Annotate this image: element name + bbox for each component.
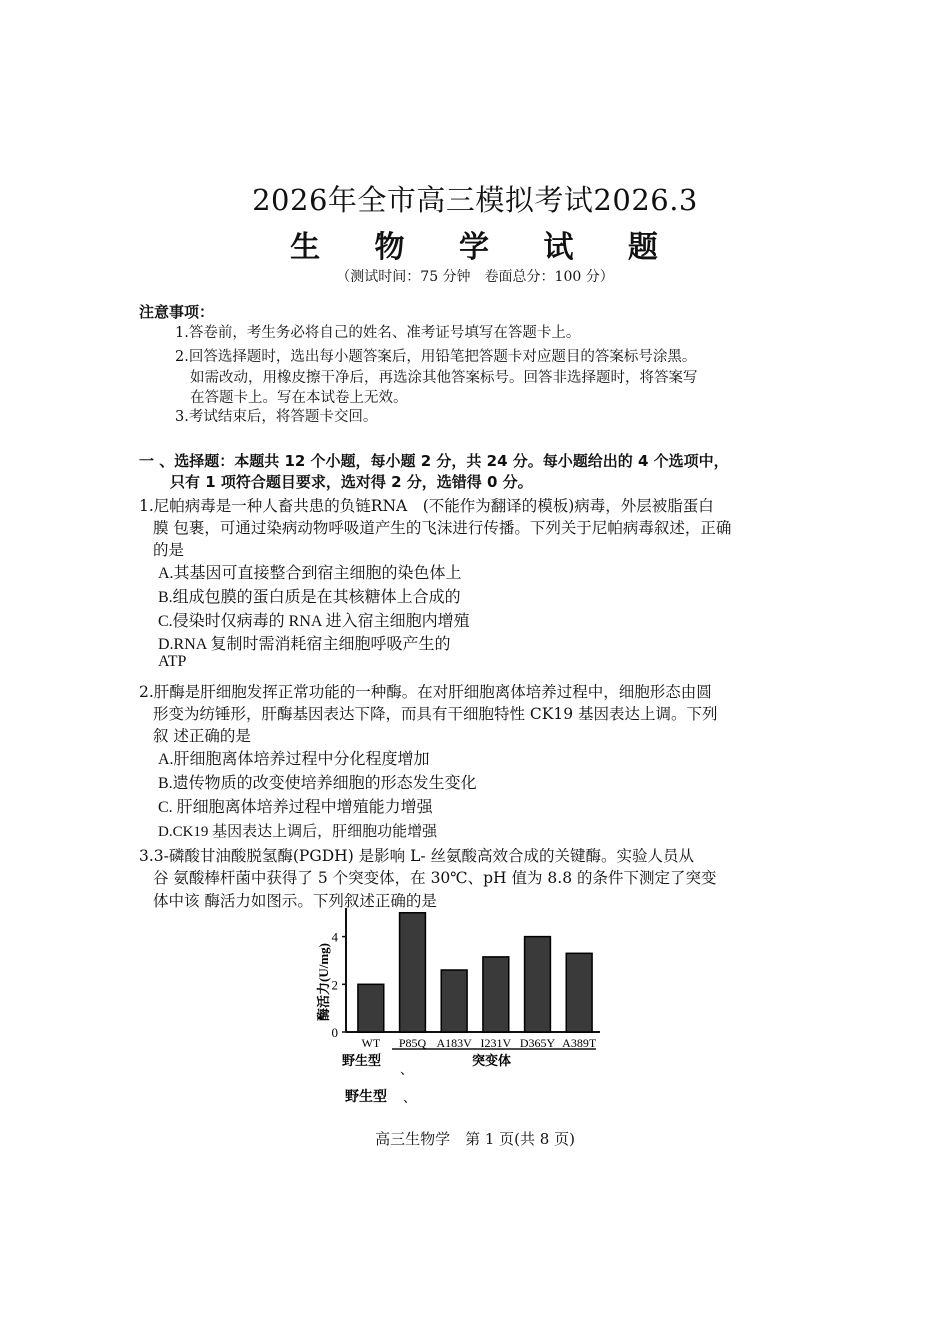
exam-timing: （测试时间：75 分钟 卷面总分：100 分） — [336, 269, 614, 285]
x-tick-label: P85Q — [398, 1036, 427, 1050]
group-label-mutant: 突变体 — [472, 1054, 512, 1069]
bar-wt — [358, 984, 384, 1032]
question-1-option-d-cont: ATP — [158, 653, 187, 670]
note-line: 3.考试结束后，将答题卡交回。 — [175, 409, 378, 425]
question-3-stem: 体中该 酶活力如图示。下列叙述正确的是 — [153, 892, 437, 910]
note-line: 在答题卡上。写在本试卷上无效。 — [190, 390, 408, 406]
bar-p85q — [400, 913, 426, 1032]
mark-glyph: 、 — [403, 1090, 417, 1105]
question-2-option-d: D.CK19 基因表达上调后，肝细胞功能增强 — [158, 824, 438, 840]
question-3-stem: 3.3-磷酸甘油酸脱氢酶(PGDH) 是影响 L- 丝氨酸高效合成的关键酶。实验人员从 — [139, 847, 695, 865]
y-axis-label: 酶活力(U/mg) — [316, 943, 331, 1021]
question-1-option-a: A.其基因可直接整合到宿主细胞的染色体上 — [158, 565, 462, 582]
bar-i231v — [483, 957, 509, 1032]
x-tick-label: WT — [361, 1036, 381, 1050]
question-1-stem: 膜 包裹，可通过染病动物呼吸道产生的飞沫进行传播。下列关于尼帕病毒叙述，正确 — [153, 519, 732, 537]
y-tick-label: 4 — [331, 929, 338, 945]
question-1-stem: 1.尼帕病毒是一种人畜共患的负链RNA (不能作为翻译的模板)病毒，外层被脂蛋白 — [139, 497, 714, 515]
note-line: 如需改动，用橡皮擦干净后，再选涂其他答案标号。回答非选择题时，将答案写 — [190, 370, 698, 386]
question-2-option-b: B.遗传物质的改变使培养细胞的形态发生变化 — [158, 775, 477, 792]
x-tick-label: A183V — [436, 1036, 472, 1050]
page-footer: 高三生物学 第 1 页(共 8 页) — [375, 1130, 575, 1148]
question-2-option-a: A.肝细胞离体培养过程中分化程度增加 — [158, 751, 430, 768]
subject-title: 生 物 学 试 题 — [290, 230, 680, 265]
y-tick-label: 2 — [331, 977, 338, 993]
x-tick-label: I231V — [480, 1036, 512, 1050]
repeat-label: 野生型 — [345, 1089, 387, 1105]
note-line: 2.回答选择题时，选出每小题答案后，用铅笔把答题卡对应题目的答案标号涂黑。 — [175, 349, 697, 365]
mark-glyph: 、 — [400, 1062, 414, 1077]
question-1-stem: 的是 — [153, 541, 185, 559]
question-2-option-c: C. 肝细胞离体培养过程中增殖能力增强 — [158, 799, 433, 816]
bar-a183v — [441, 970, 467, 1032]
note-line: 1.答卷前，考生务必将自己的姓名、准考证号填写在答题卡上。 — [175, 325, 581, 341]
bar-a389t — [566, 953, 592, 1032]
bar-d365y — [525, 937, 551, 1032]
section-heading: 一 、选择题：本题共 12 个小题，每小题 2 分，共 24 分。每小题给出的 4 个选项中， — [139, 452, 729, 470]
section-heading-cont: 只有 1 项符合题目要求，选对得 2 分，选错得 0 分。 — [170, 473, 533, 491]
question-3-stem: 谷 氨酸棒杆菌中获得了 5 个突变体，在 30℃、pH 值为 8.8 的条件下测定了突变 — [153, 869, 717, 887]
notes-heading: 注意事项： — [139, 303, 215, 321]
x-tick-label: D365Y — [519, 1036, 556, 1050]
question-2-stem: 形变为纺锤形，肝酶基因表达下降，而具有干细胞特性 CK19 基因表达上调。下列 — [153, 705, 718, 723]
question-2-stem: 叙 述正确的是 — [153, 727, 251, 745]
x-tick-label: A389T — [562, 1036, 597, 1050]
question-1-option-b: B.组成包膜的蛋白质是在其核糖体上合成的 — [158, 589, 461, 606]
question-1-option-c: C.侵染时仅病毒的 RNA 进入宿主细胞内增殖 — [158, 613, 470, 630]
page-title: 2026年全市高三模拟考试2026.3 — [252, 183, 698, 217]
question-1-option-d: D.RNA 复制时需消耗宿主细胞呼吸产生的 — [158, 636, 451, 653]
y-tick-label: 0 — [331, 1025, 338, 1040]
enzyme-activity-chart — [300, 900, 620, 1115]
group-label-wild: 野生型 — [342, 1054, 382, 1069]
question-2-stem: 2.肝酶是肝细胞发挥正常功能的一种酶。在对肝细胞离体培养过程中，细胞形态由圆 — [139, 683, 712, 701]
